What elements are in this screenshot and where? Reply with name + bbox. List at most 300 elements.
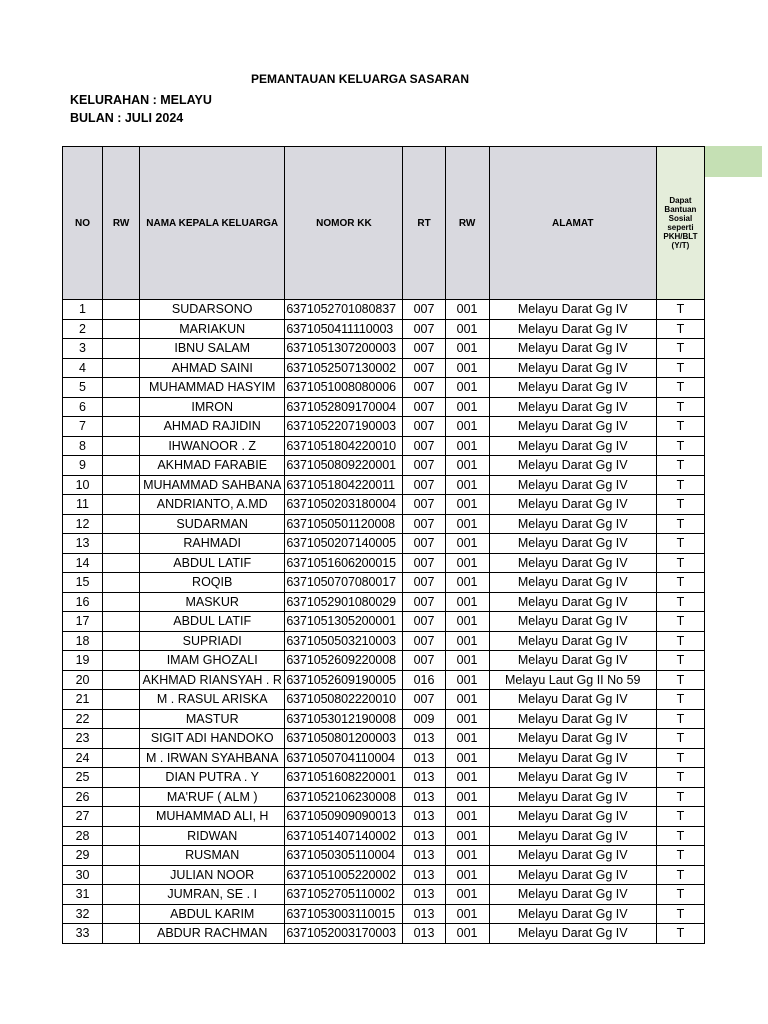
cell-nama: M . IRWAN SYAHBANA [140, 748, 285, 768]
cell-bantuan: T [656, 436, 704, 456]
cell-alamat: Melayu Darat Gg IV [489, 300, 656, 320]
cell-alamat: Melayu Darat Gg IV [489, 924, 656, 944]
cell-rt: 007 [403, 417, 445, 437]
cell-alamat: Melayu Darat Gg IV [489, 475, 656, 495]
cell-nomor-kk: 6371050503210003 [285, 631, 403, 651]
cell-rw-2: 001 [445, 846, 489, 866]
cell-no: 23 [63, 729, 103, 749]
cell-rw-1 [103, 436, 140, 456]
cell-bantuan: T [656, 319, 704, 339]
cell-rw-2: 001 [445, 787, 489, 807]
cell-rt: 007 [403, 553, 445, 573]
cell-alamat: Melayu Darat Gg IV [489, 729, 656, 749]
bulan-label: BULAN : JULI 2024 [70, 111, 184, 125]
cell-rw-1 [103, 592, 140, 612]
cell-bantuan: T [656, 573, 704, 593]
cell-nama: DIAN PUTRA . Y [140, 768, 285, 788]
cell-rw-1 [103, 690, 140, 710]
cell-rw-1 [103, 514, 140, 534]
cell-bantuan: T [656, 358, 704, 378]
table-row [63, 553, 705, 573]
table-row [63, 670, 705, 690]
cell-alamat: Melayu Darat Gg IV [489, 534, 656, 554]
cell-no: 15 [63, 573, 103, 593]
cell-rt: 013 [403, 826, 445, 846]
cell-no: 6 [63, 397, 103, 417]
cell-nama: AHMAD SAINI [140, 358, 285, 378]
cell-rw-2: 001 [445, 670, 489, 690]
cell-nama: MA'RUF ( ALM ) [140, 787, 285, 807]
cell-nomor-kk: 6371050501120008 [285, 514, 403, 534]
cell-rw-1 [103, 826, 140, 846]
cell-nama: MARIAKUN [140, 319, 285, 339]
cell-rw-2: 001 [445, 631, 489, 651]
cell-bantuan: T [656, 787, 704, 807]
cell-nomor-kk: 6371052609220008 [285, 651, 403, 671]
cell-rt: 007 [403, 651, 445, 671]
table-row [63, 319, 705, 339]
cell-bantuan: T [656, 612, 704, 632]
cell-alamat: Melayu Darat Gg IV [489, 904, 656, 924]
cell-bantuan: T [656, 924, 704, 944]
table-row [63, 436, 705, 456]
cell-bantuan: T [656, 534, 704, 554]
cell-rt: 007 [403, 612, 445, 632]
cell-nomor-kk: 6371052106230008 [285, 787, 403, 807]
cell-nama: M . RASUL ARISKA [140, 690, 285, 710]
cell-alamat: Melayu Darat Gg IV [489, 865, 656, 885]
document-title: PEMANTAUAN KELUARGA SASARAN [251, 72, 469, 86]
cell-rt: 013 [403, 846, 445, 866]
cell-rw-1 [103, 573, 140, 593]
cell-rw-2: 001 [445, 592, 489, 612]
cell-rw-2: 001 [445, 690, 489, 710]
cell-rw-1 [103, 904, 140, 924]
cell-no: 30 [63, 865, 103, 885]
cell-rt: 007 [403, 475, 445, 495]
cell-nama: JUMRAN, SE . I [140, 885, 285, 905]
cell-rt: 007 [403, 631, 445, 651]
cell-rw-2: 001 [445, 358, 489, 378]
cell-rt: 007 [403, 339, 445, 359]
cell-no: 13 [63, 534, 103, 554]
cell-rt: 013 [403, 729, 445, 749]
cell-no: 5 [63, 378, 103, 398]
cell-rw-2: 001 [445, 709, 489, 729]
cell-rw-1 [103, 475, 140, 495]
cell-rw-2: 001 [445, 807, 489, 827]
cell-bantuan: T [656, 417, 704, 437]
cell-bantuan: T [656, 300, 704, 320]
cell-rw-1 [103, 495, 140, 515]
cell-nama: MUHAMMAD ALI, H [140, 807, 285, 827]
cell-bantuan: T [656, 553, 704, 573]
table-row [63, 924, 705, 944]
cell-nama: AKHMAD RIANSYAH . R [140, 670, 285, 690]
header-rt: RT [403, 147, 445, 300]
cell-bantuan: T [656, 885, 704, 905]
cell-alamat: Melayu Darat Gg IV [489, 651, 656, 671]
cell-alamat: Melayu Darat Gg IV [489, 417, 656, 437]
cell-rw-1 [103, 807, 140, 827]
cell-rw-2: 001 [445, 319, 489, 339]
cell-bantuan: T [656, 768, 704, 788]
cell-nomor-kk: 6371050704110004 [285, 748, 403, 768]
cell-nomor-kk: 6371051008080006 [285, 378, 403, 398]
header-nama: NAMA KEPALA KELUARGA [140, 147, 285, 300]
table-row [63, 807, 705, 827]
cell-nomor-kk: 6371050411110003 [285, 319, 403, 339]
cell-bantuan: T [656, 670, 704, 690]
cell-nama: SUPRIADI [140, 631, 285, 651]
table-row [63, 514, 705, 534]
cell-alamat: Melayu Darat Gg IV [489, 846, 656, 866]
cell-bantuan: T [656, 631, 704, 651]
cell-alamat: Melayu Laut Gg II No 59 [489, 670, 656, 690]
cell-rw-1 [103, 612, 140, 632]
cell-no: 19 [63, 651, 103, 671]
cell-rt: 013 [403, 865, 445, 885]
cell-nama: MUHAMMAD SAHBANA [140, 475, 285, 495]
cell-alamat: Melayu Darat Gg IV [489, 885, 656, 905]
cell-rt: 013 [403, 787, 445, 807]
cell-nomor-kk: 6371052809170004 [285, 397, 403, 417]
cell-rw-2: 001 [445, 748, 489, 768]
header-alamat: ALAMAT [489, 147, 656, 300]
cell-nomor-kk: 6371050207140005 [285, 534, 403, 554]
cell-rt: 007 [403, 397, 445, 417]
kelurahan-label: KELURAHAN : MELAYU [70, 93, 212, 107]
cell-rt: 007 [403, 378, 445, 398]
cell-bantuan: T [656, 456, 704, 476]
cell-rw-2: 001 [445, 514, 489, 534]
cell-rt: 007 [403, 456, 445, 476]
cell-no: 9 [63, 456, 103, 476]
cell-no: 17 [63, 612, 103, 632]
cell-rw-2: 001 [445, 456, 489, 476]
cell-bantuan: T [656, 475, 704, 495]
cell-nama: IHWANOOR . Z [140, 436, 285, 456]
cell-bantuan: T [656, 592, 704, 612]
cell-rw-2: 001 [445, 436, 489, 456]
cell-rw-1 [103, 787, 140, 807]
cell-nomor-kk: 6371052705110002 [285, 885, 403, 905]
cell-nama: RUSMAN [140, 846, 285, 866]
table-row [63, 573, 705, 593]
table-row [63, 612, 705, 632]
cell-rw-1 [103, 846, 140, 866]
cell-no: 16 [63, 592, 103, 612]
cell-alamat: Melayu Darat Gg IV [489, 514, 656, 534]
cell-no: 18 [63, 631, 103, 651]
cell-rw-1 [103, 397, 140, 417]
cell-nama: AKHMAD FARABIE [140, 456, 285, 476]
table-row [63, 651, 705, 671]
header-rw-2: RW [445, 147, 489, 300]
table-row [63, 378, 705, 398]
cell-nomor-kk: 6371051804220011 [285, 475, 403, 495]
cell-bantuan: T [656, 690, 704, 710]
cell-nomor-kk: 6371050305110004 [285, 846, 403, 866]
cell-no: 12 [63, 514, 103, 534]
cell-bantuan: T [656, 378, 704, 398]
cell-rw-2: 001 [445, 378, 489, 398]
cell-no: 8 [63, 436, 103, 456]
cell-bantuan: T [656, 495, 704, 515]
cell-rw-2: 001 [445, 651, 489, 671]
cell-rt: 007 [403, 358, 445, 378]
cell-rw-1 [103, 378, 140, 398]
cell-no: 20 [63, 670, 103, 690]
cell-alamat: Melayu Darat Gg IV [489, 748, 656, 768]
cell-nama: RAHMADI [140, 534, 285, 554]
cell-rw-2: 001 [445, 417, 489, 437]
cell-alamat: Melayu Darat Gg IV [489, 573, 656, 593]
cell-rt: 013 [403, 904, 445, 924]
cell-no: 7 [63, 417, 103, 437]
table-row [63, 709, 705, 729]
cell-rw-2: 001 [445, 534, 489, 554]
cell-alamat: Melayu Darat Gg IV [489, 807, 656, 827]
cell-alamat: Melayu Darat Gg IV [489, 631, 656, 651]
cell-nama: JULIAN NOOR [140, 865, 285, 885]
cell-rt: 007 [403, 495, 445, 515]
cell-no: 32 [63, 904, 103, 924]
table-row [63, 339, 705, 359]
cell-no: 4 [63, 358, 103, 378]
cell-no: 27 [63, 807, 103, 827]
cell-rt: 013 [403, 748, 445, 768]
cell-rt: 007 [403, 436, 445, 456]
cell-alamat: Melayu Darat Gg IV [489, 826, 656, 846]
cell-rw-1 [103, 709, 140, 729]
cell-alamat: Melayu Darat Gg IV [489, 690, 656, 710]
cell-rt: 013 [403, 768, 445, 788]
cell-nomor-kk: 6371051804220010 [285, 436, 403, 456]
cell-bantuan: T [656, 748, 704, 768]
cell-nomor-kk: 6371050203180004 [285, 495, 403, 515]
cell-alamat: Melayu Darat Gg IV [489, 378, 656, 398]
table-row [63, 417, 705, 437]
cell-no: 24 [63, 748, 103, 768]
table-row [63, 768, 705, 788]
table-row [63, 534, 705, 554]
cell-rw-1 [103, 319, 140, 339]
cell-nomor-kk: 6371052207190003 [285, 417, 403, 437]
cell-nama: SIGIT ADI HANDOKO [140, 729, 285, 749]
table-row [63, 592, 705, 612]
cell-rw-1 [103, 865, 140, 885]
header-nomor-kk: NOMOR KK [285, 147, 403, 300]
cell-rt: 007 [403, 319, 445, 339]
cell-rw-1 [103, 670, 140, 690]
cell-nama: AHMAD RAJIDIN [140, 417, 285, 437]
cell-bantuan: T [656, 514, 704, 534]
cell-rw-1 [103, 924, 140, 944]
cell-rw-2: 001 [445, 865, 489, 885]
cell-nama: MASTUR [140, 709, 285, 729]
cell-bantuan: T [656, 709, 704, 729]
header-no: NO [63, 147, 103, 300]
cell-rw-2: 001 [445, 885, 489, 905]
cell-alamat: Melayu Darat Gg IV [489, 592, 656, 612]
cell-rt: 007 [403, 573, 445, 593]
cell-rw-1 [103, 339, 140, 359]
cell-rw-2: 001 [445, 475, 489, 495]
cell-nomor-kk: 6371050802220010 [285, 690, 403, 710]
cell-rw-1 [103, 553, 140, 573]
cell-no: 21 [63, 690, 103, 710]
cell-no: 25 [63, 768, 103, 788]
cell-rw-2: 001 [445, 397, 489, 417]
cell-rw-2: 001 [445, 924, 489, 944]
cell-no: 29 [63, 846, 103, 866]
table-row [63, 904, 705, 924]
table-row [63, 300, 705, 320]
cell-rw-1 [103, 358, 140, 378]
cell-alamat: Melayu Darat Gg IV [489, 358, 656, 378]
cell-rw-1 [103, 768, 140, 788]
cell-nama: ANDRIANTO, A.MD [140, 495, 285, 515]
cell-rw-2: 001 [445, 729, 489, 749]
family-table [62, 146, 705, 944]
cell-nomor-kk: 6371053003110015 [285, 904, 403, 924]
cell-nama: ABDUL KARIM [140, 904, 285, 924]
cell-nomor-kk: 6371052507130002 [285, 358, 403, 378]
cell-nama: ABDUR RACHMAN [140, 924, 285, 944]
table-row [63, 787, 705, 807]
cell-no: 28 [63, 826, 103, 846]
cell-rw-1 [103, 300, 140, 320]
cell-nomor-kk: 6371052609190005 [285, 670, 403, 690]
cell-rw-1 [103, 651, 140, 671]
cell-nama: ROQIB [140, 573, 285, 593]
cell-nama: ABDUL LATIF [140, 612, 285, 632]
cell-rt: 007 [403, 690, 445, 710]
cell-nama: RIDWAN [140, 826, 285, 846]
table-row [63, 865, 705, 885]
cell-rw-2: 001 [445, 339, 489, 359]
cell-rw-2: 001 [445, 573, 489, 593]
cell-rt: 013 [403, 807, 445, 827]
cell-alamat: Melayu Darat Gg IV [489, 553, 656, 573]
cell-bantuan: T [656, 807, 704, 827]
table-row [63, 495, 705, 515]
cell-bantuan: T [656, 904, 704, 924]
cell-nama: MASKUR [140, 592, 285, 612]
cell-bantuan: T [656, 826, 704, 846]
cell-no: 14 [63, 553, 103, 573]
cell-nama: IBNU SALAM [140, 339, 285, 359]
cell-bantuan: T [656, 651, 704, 671]
cell-no: 26 [63, 787, 103, 807]
cell-rw-2: 001 [445, 768, 489, 788]
cell-bantuan: T [656, 729, 704, 749]
cell-alamat: Melayu Darat Gg IV [489, 495, 656, 515]
table-body [63, 300, 705, 944]
cell-bantuan: T [656, 397, 704, 417]
table-row [63, 631, 705, 651]
cell-no: 10 [63, 475, 103, 495]
cell-no: 31 [63, 885, 103, 905]
cell-nomor-kk: 6371052901080029 [285, 592, 403, 612]
cell-no: 11 [63, 495, 103, 515]
cell-nomor-kk: 6371050809220001 [285, 456, 403, 476]
cell-alamat: Melayu Darat Gg IV [489, 612, 656, 632]
cell-rt: 007 [403, 300, 445, 320]
cell-nomor-kk: 6371051606200015 [285, 553, 403, 573]
cell-nama: IMRON [140, 397, 285, 417]
header-bantuan: Dapat Bantuan Sosial seperti PKH/BLT (Y/T) [656, 147, 704, 300]
cell-alamat: Melayu Darat Gg IV [489, 787, 656, 807]
cell-alamat: Melayu Darat Gg IV [489, 456, 656, 476]
cell-rt: 013 [403, 885, 445, 905]
cell-no: 22 [63, 709, 103, 729]
header-rw-1: RW [103, 147, 140, 300]
cell-bantuan: T [656, 339, 704, 359]
cell-rw-2: 001 [445, 904, 489, 924]
cell-nomor-kk: 6371050909090013 [285, 807, 403, 827]
cell-no: 2 [63, 319, 103, 339]
cell-alamat: Melayu Darat Gg IV [489, 397, 656, 417]
table-row [63, 358, 705, 378]
cell-bantuan: T [656, 865, 704, 885]
cell-rt: 007 [403, 514, 445, 534]
table-row [63, 475, 705, 495]
cell-nomor-kk: 6371051305200001 [285, 612, 403, 632]
cell-nomor-kk: 6371051608220001 [285, 768, 403, 788]
cell-nomor-kk: 6371052003170003 [285, 924, 403, 944]
table-row [63, 826, 705, 846]
cell-alamat: Melayu Darat Gg IV [489, 436, 656, 456]
cell-no: 3 [63, 339, 103, 359]
cell-rw-2: 001 [445, 826, 489, 846]
cell-rw-1 [103, 417, 140, 437]
table-row [63, 690, 705, 710]
cell-rw-2: 001 [445, 612, 489, 632]
cell-alamat: Melayu Darat Gg IV [489, 709, 656, 729]
cell-rw-1 [103, 729, 140, 749]
cell-rw-2: 001 [445, 553, 489, 573]
cell-alamat: Melayu Darat Gg IV [489, 768, 656, 788]
cell-nomor-kk: 6371051005220002 [285, 865, 403, 885]
cell-rt: 016 [403, 670, 445, 690]
table-row [63, 885, 705, 905]
cell-alamat: Melayu Darat Gg IV [489, 339, 656, 359]
cell-nama: MUHAMMAD HASYIM [140, 378, 285, 398]
cell-nama: IMAM GHOZALI [140, 651, 285, 671]
table-row [63, 748, 705, 768]
cell-no: 33 [63, 924, 103, 944]
cell-rw-1 [103, 456, 140, 476]
cell-rw-1 [103, 748, 140, 768]
cell-no: 1 [63, 300, 103, 320]
cell-nama: SUDARMAN [140, 514, 285, 534]
table-row [63, 846, 705, 866]
cell-alamat: Melayu Darat Gg IV [489, 319, 656, 339]
table-header-row [63, 147, 705, 300]
table-row [63, 729, 705, 749]
cell-rt: 013 [403, 924, 445, 944]
cell-nomor-kk: 6371051407140002 [285, 826, 403, 846]
cell-nomor-kk: 6371050801200003 [285, 729, 403, 749]
cell-rt: 009 [403, 709, 445, 729]
cell-rw-2: 001 [445, 495, 489, 515]
cell-nomor-kk: 6371051307200003 [285, 339, 403, 359]
cell-rw-1 [103, 885, 140, 905]
cell-rw-2: 001 [445, 300, 489, 320]
cell-nomor-kk: 6371050707080017 [285, 573, 403, 593]
